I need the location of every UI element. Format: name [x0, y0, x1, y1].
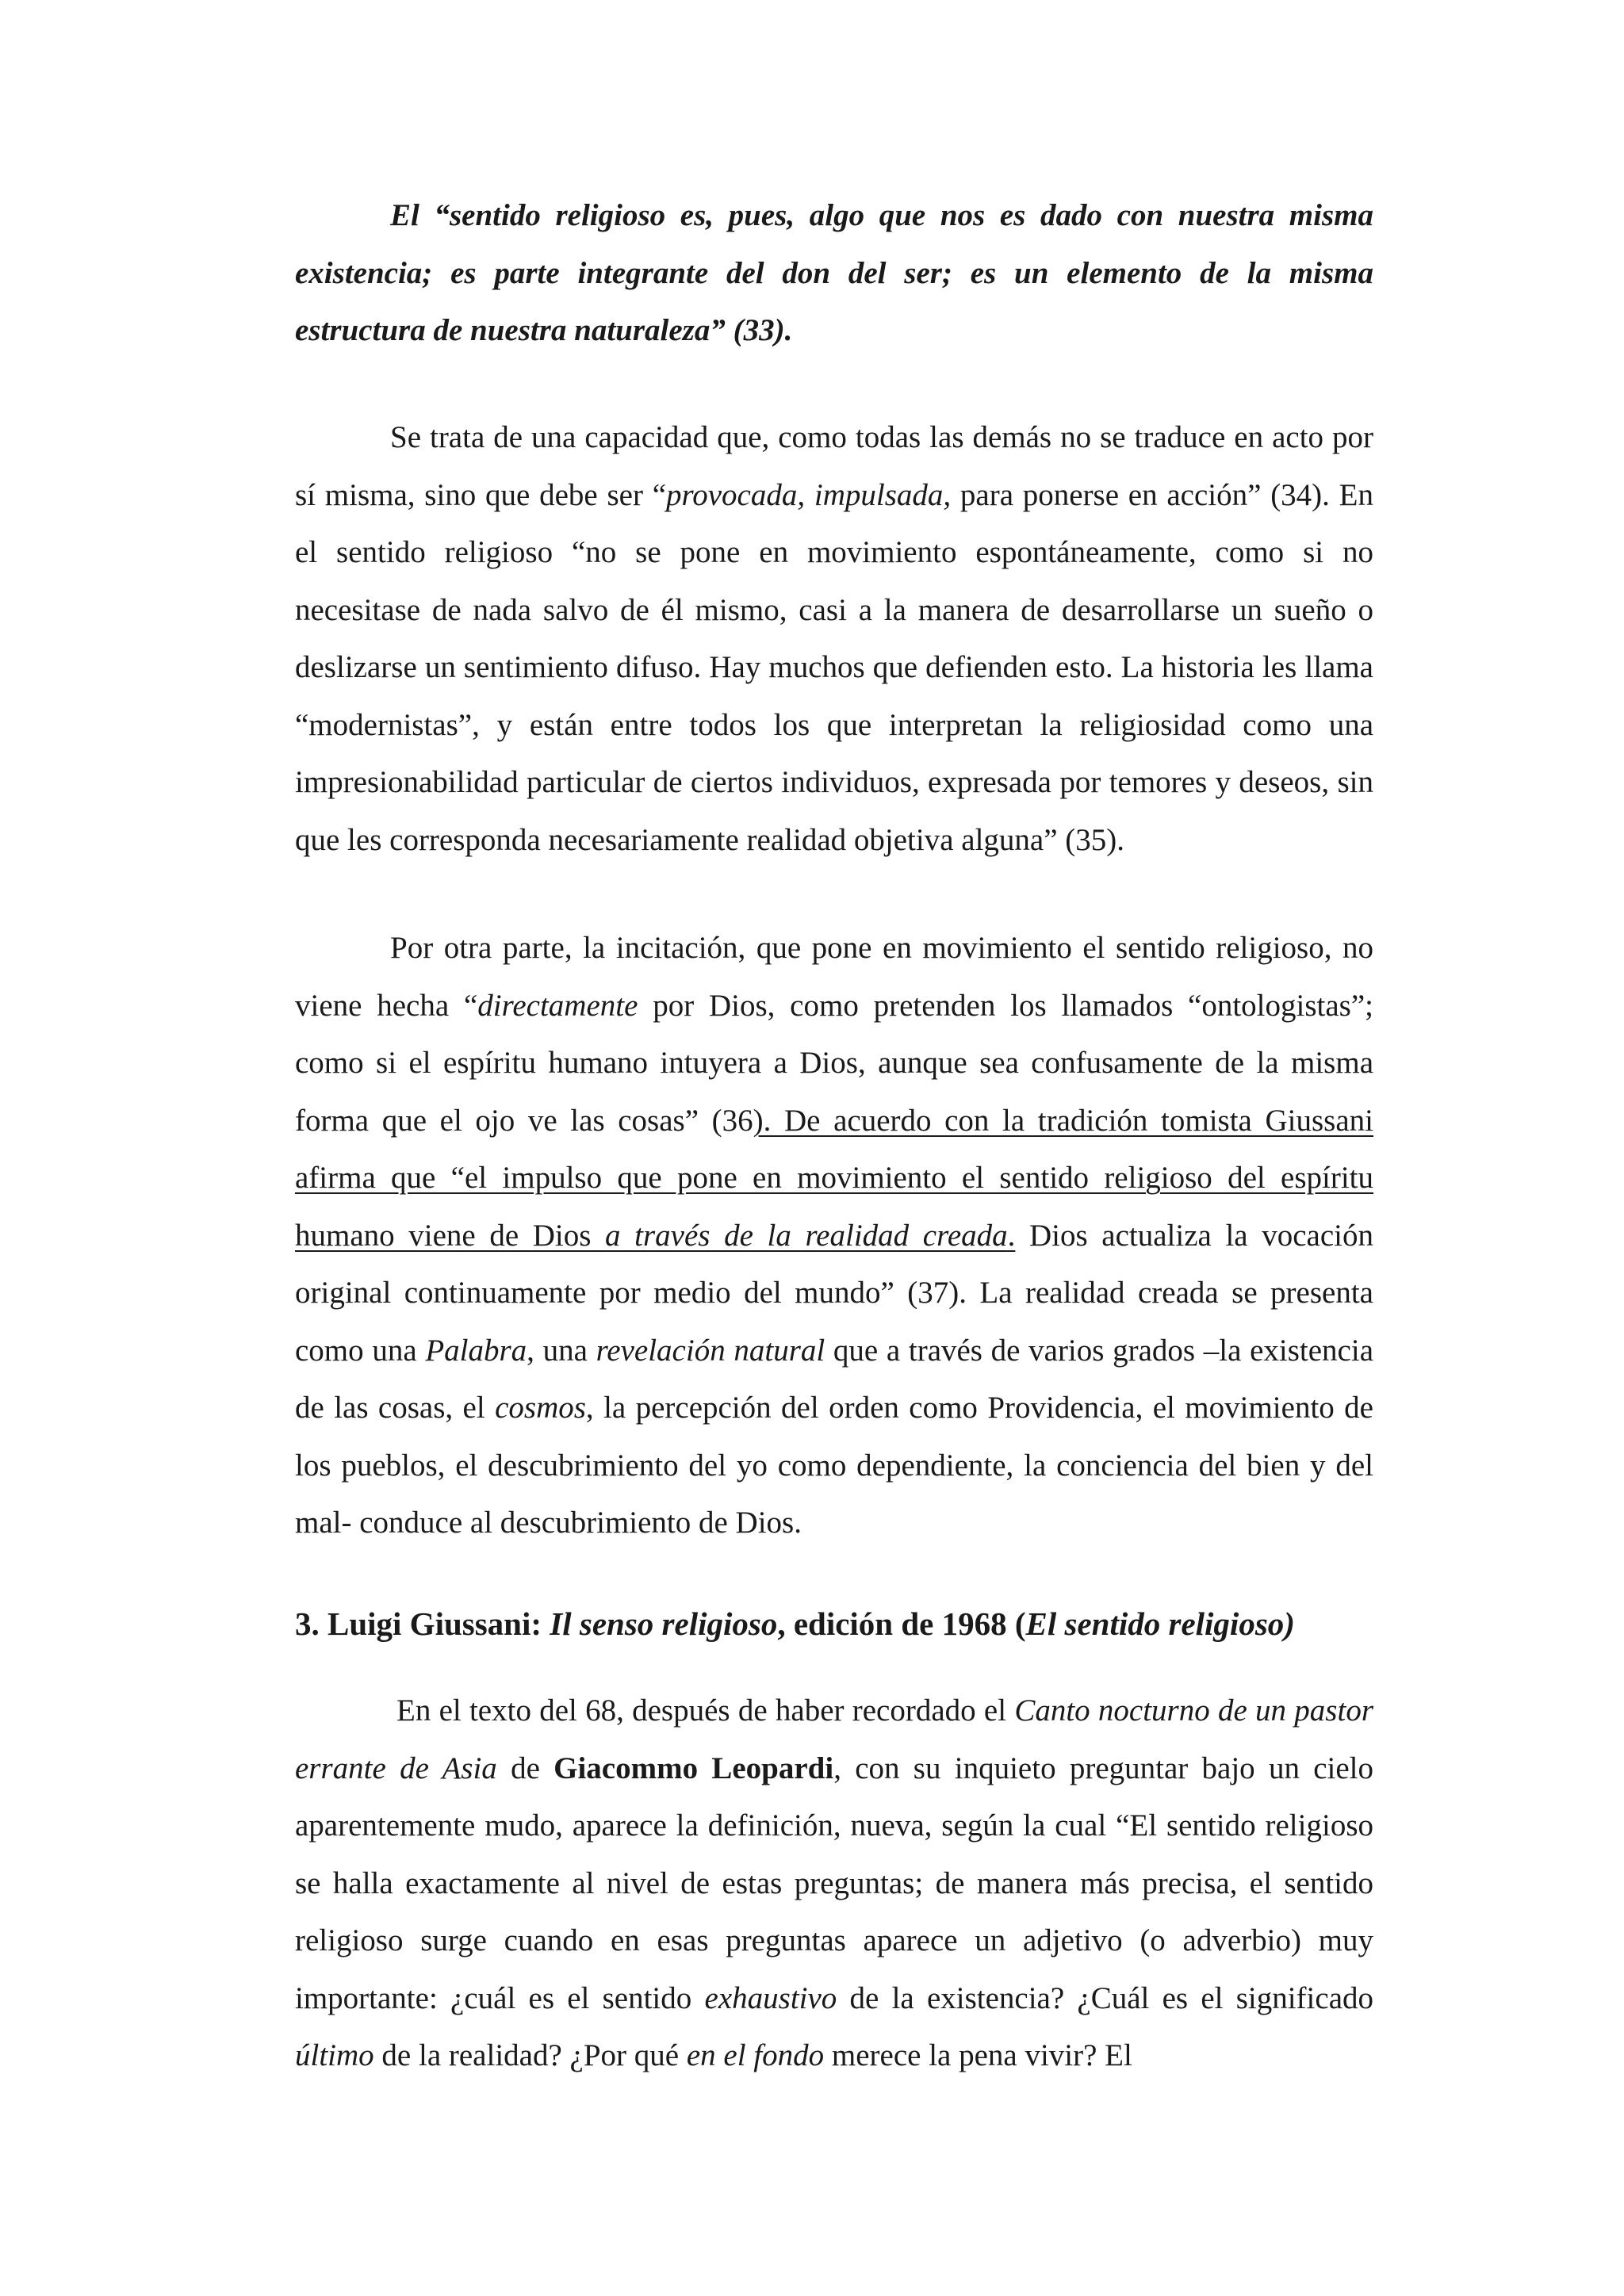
bold-run: Giacommo Leopardi	[553, 1751, 834, 1785]
italic-run: revelación natural	[596, 1333, 825, 1368]
text-run: , una	[527, 1333, 596, 1368]
text-run: que a través de varios grados –la existencia de las cosas, el	[295, 1333, 1374, 1425]
paragraph-quote-sentido-religioso	[295, 187, 1373, 360]
paragraph-text: El “sentido religioso es, pues, algo que nos es dado con nuestra misma existencia; es parte integrante del don del ser; es un elemento de la misma estructura de nuestra naturaleza” (33).	[295, 198, 1373, 347]
text-run: , con su inquieto preguntar bajo un cielo aparentemente mudo, aparece la definición, nueva, según la cual “El sentido religioso se halla exactamente al nivel de estas preguntas; de manera más precisa, el sentido religioso surge cuando en esas preguntas aparece un adjetivo (o adverbio) muy importante: ¿cuál es el sentido	[295, 1751, 1373, 2015]
text-run: Por otra parte, la incitación, que pone en movimiento el sentido religioso, no viene hecha “	[295, 931, 1373, 1023]
heading-run: , edición de 1968 (	[777, 1605, 1026, 1642]
italic-run: último	[295, 2038, 374, 2072]
paragraph-texto-del-68	[295, 1682, 1373, 2085]
heading-italic-run: El sentido religioso)	[1025, 1605, 1295, 1642]
italic-run: Canto nocturno de un pastor errante de Asia	[295, 1693, 1373, 1785]
italic-run: cosmos	[495, 1391, 586, 1425]
text-run: , la percepción del orden como Providencia, el movimiento de los pueblos, el descubrimiento del yo como dependiente, la conciencia del bien y del mal- conduce al descubrimiento de Dios.	[295, 1391, 1373, 1540]
italic-run: Palabra	[425, 1333, 527, 1368]
text-run: merece la pena vivir? El	[824, 2038, 1132, 2072]
text-run: por Dios, como pretenden los llamados “ontologistas”; como si el espíritu humano intuyera a Dios, aunque sea confusamente de la misma forma que el ojo ve las cosas” (36	[295, 988, 1373, 1138]
text-run: de la realidad? ¿Por qué	[373, 2038, 687, 2072]
paragraph-incitacion	[295, 920, 1373, 1552]
italic-run: en el fondo	[686, 2038, 825, 2072]
paragraph-capacidad	[295, 409, 1373, 869]
text-run: Dios actualiza la vocación original continuamente por medio del mundo” (37). La realidad creada se presenta como una	[295, 1218, 1373, 1368]
underlined-run: ). De acuerdo con la tradición tomista Giussani afirma que “el impulso que pone en movimiento el sentido religioso del espíritu humano viene de Dios	[295, 1103, 1373, 1253]
heading-italic-run: Il senso religioso	[550, 1605, 778, 1642]
text-run: de la existencia? ¿Cuál es el significado	[837, 1980, 1374, 2015]
italic-run: provocada, impulsada,	[666, 477, 952, 512]
section-heading	[295, 1600, 1405, 1647]
underlined-italic-run: a través de la realidad creada	[605, 1218, 1008, 1253]
text-run: para ponerse en acción” (34). En el sentido religioso “no se pone en movimiento espontáneamente, como si no necesitase de nada salvo de él mismo, casi a la manera de desarrollarse un sueño o deslizarse un sentimiento difuso. Hay muchos que defienden esto. La historia les llama “modernistas”, y están entre todos los que interpretan la religiosidad como una impresionabilidad particular de ciertos individuos, expresada por temores y deseos, sin que les corresponda necesariamente realidad objetiva alguna” (35).	[295, 477, 1373, 857]
text-run: Se trata de una capacidad que, como todas las demás no se traduce en acto por sí misma, sino que debe ser “	[295, 420, 1373, 512]
underlined-run: .	[1007, 1218, 1016, 1253]
text-run: de	[496, 1751, 554, 1785]
italic-run: exhaustivo	[704, 1980, 837, 2015]
text-run: En el texto del 68, después de haber recordado el	[396, 1693, 1015, 1728]
italic-run: directamente	[477, 988, 638, 1023]
heading-run: 3. Luigi Giussani:	[295, 1605, 550, 1642]
